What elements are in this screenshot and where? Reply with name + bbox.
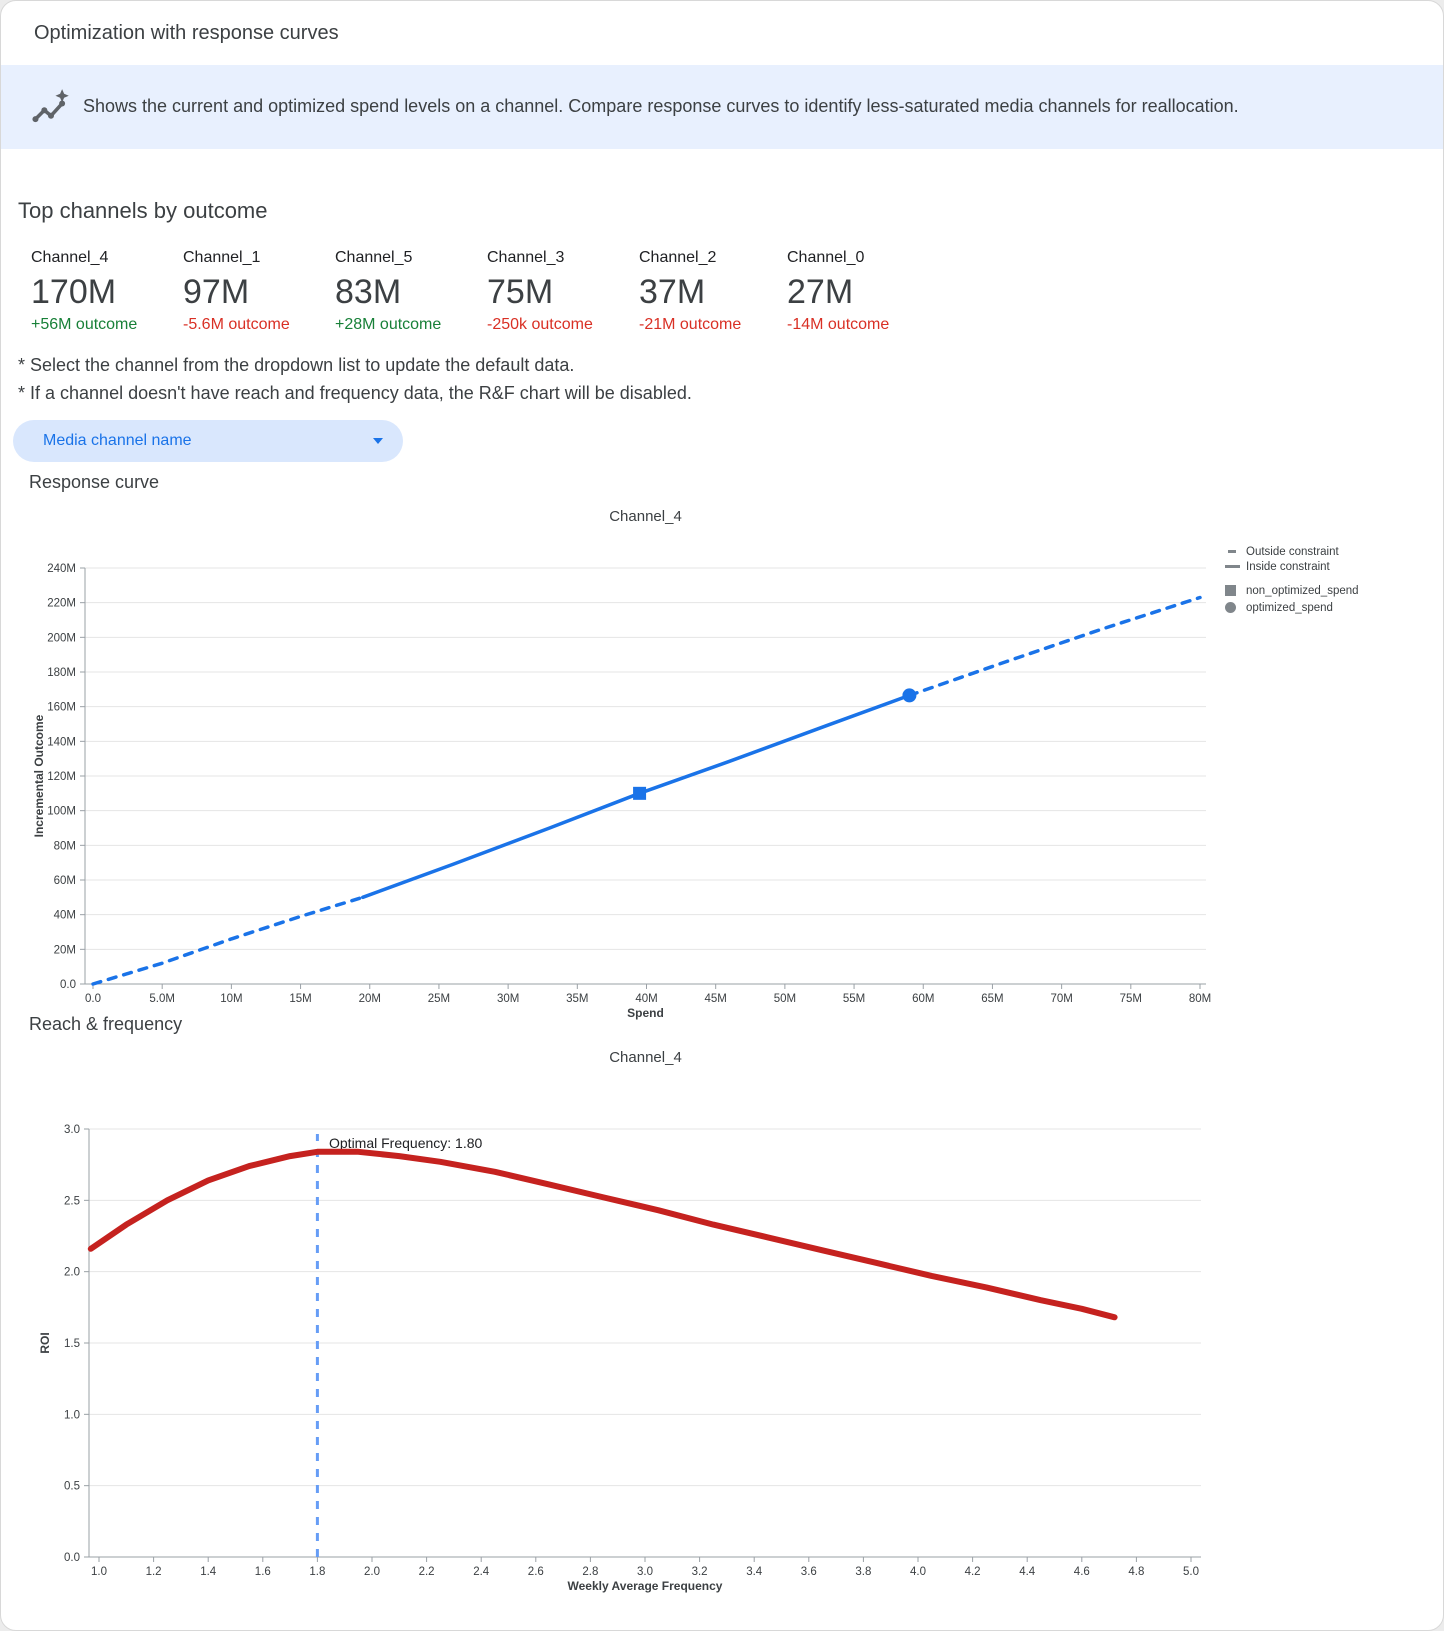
y-tick-label: 1.0 <box>64 1409 80 1422</box>
channel-card <box>31 249 181 334</box>
y-tick-label: 0.5 <box>64 1480 80 1493</box>
series-solid-line <box>91 1152 1115 1318</box>
channel-outcome: +28M outcome <box>335 316 442 333</box>
legend-item <box>1225 559 1359 574</box>
x-tick-label: 80M <box>1188 993 1212 1005</box>
legend-label: non_optimized_spend <box>1246 584 1359 597</box>
x-tick-label: 10M <box>220 993 243 1005</box>
y-tick-label: 1.5 <box>64 1338 80 1350</box>
x-tick-label: 5.0 <box>1183 1566 1199 1578</box>
channel-outcome: -250k outcome <box>487 316 593 333</box>
legend-item <box>1225 544 1359 559</box>
x-tick-label: 35M <box>566 993 589 1005</box>
x-tick-label: 55M <box>842 993 866 1005</box>
info-banner-text: Shows the current and optimized spend levels on a channel. Compare response curves to identify less-saturated media channels for reallocation. <box>83 96 1239 116</box>
legend-label: Inside constraint <box>1246 560 1330 573</box>
x-tick-label: 4.0 <box>910 1566 926 1578</box>
channel-value: 83M <box>335 273 402 311</box>
legend-square-icon <box>1225 585 1246 596</box>
channel-name: Channel_1 <box>183 249 261 266</box>
x-tick-label: 4.6 <box>1073 1566 1090 1578</box>
channel-outcome: -14M outcome <box>787 316 890 333</box>
x-tick-label: 25M <box>427 993 451 1005</box>
x-tick-label: 40M <box>635 993 658 1005</box>
legend-item <box>1225 600 1359 615</box>
legend-label: optimized_spend <box>1246 601 1333 614</box>
x-tick-label: 4.4 <box>1019 1566 1036 1578</box>
dropdown-caret-icon <box>373 438 383 444</box>
optimal-frequency-annotation: Optimal Frequency: 1.80 <box>329 1135 483 1151</box>
y-tick-label: 0.0 <box>60 979 76 991</box>
y-tick-label: 200M <box>47 632 76 645</box>
x-tick-label: 5.0M <box>149 993 175 1005</box>
channel-value: 75M <box>487 273 554 311</box>
channel-outcome: -5.6M outcome <box>183 316 290 333</box>
x-tick-label: 15M <box>289 993 312 1005</box>
non-optimized-spend-marker <box>633 787 646 800</box>
x-tick-label: 3.8 <box>855 1566 872 1578</box>
reach-frequency-heading: Reach & frequency <box>29 1014 183 1034</box>
x-tick-label: 2.0 <box>364 1566 380 1578</box>
note-line-2: * If a channel doesn't have reach and frequency data, the R&F chart will be disabled. <box>18 383 692 403</box>
x-tick-label: 0.0 <box>85 993 101 1005</box>
insights-icon <box>31 88 71 128</box>
channel-name: Channel_3 <box>487 249 565 266</box>
channel-card <box>639 249 789 334</box>
media-channel-dropdown[interactable] <box>13 420 403 462</box>
channel-name: Channel_0 <box>787 249 865 266</box>
y-tick-label: 240M <box>47 563 76 575</box>
response-x-axis-label: Spend <box>627 1006 664 1020</box>
x-tick-label: 3.4 <box>746 1566 763 1578</box>
y-tick-label: 2.5 <box>64 1195 80 1208</box>
channel-value: 27M <box>787 273 854 311</box>
x-tick-label: 4.2 <box>964 1566 981 1578</box>
y-tick-label: 60M <box>53 875 76 887</box>
channel-value: 37M <box>639 273 706 311</box>
optimized-spend-marker <box>902 688 916 702</box>
channel-value: 170M <box>31 273 117 311</box>
series-dashed-line <box>909 598 1200 696</box>
x-tick-label: 2.8 <box>582 1566 599 1578</box>
rf-x-axis-label: Weekly Average Frequency <box>567 1579 723 1593</box>
y-tick-label: 80M <box>53 840 76 853</box>
note-line-1: * Select the channel from the dropdown list to update the default data. <box>18 355 575 375</box>
x-tick-label: 1.4 <box>200 1566 217 1578</box>
media-channel-dropdown-label: Media channel name <box>43 432 192 449</box>
y-tick-label: 140M <box>47 736 76 749</box>
rf-y-axis-label: ROI <box>38 1332 52 1354</box>
rf-chart-title: Channel_4 <box>609 1049 682 1066</box>
channel-card <box>787 249 937 334</box>
x-tick-label: 2.4 <box>473 1566 490 1578</box>
x-tick-label: 70M <box>1050 993 1073 1005</box>
channel-name: Channel_2 <box>639 249 717 266</box>
x-tick-label: 65M <box>981 993 1004 1005</box>
y-tick-label: 180M <box>47 667 76 679</box>
channel-outcome: +56M outcome <box>31 316 138 333</box>
x-tick-label: 75M <box>1119 993 1142 1005</box>
legend-label: Outside constraint <box>1246 545 1339 558</box>
x-tick-label: 3.2 <box>691 1566 708 1578</box>
channel-card <box>183 249 333 334</box>
x-tick-label: 30M <box>496 993 520 1005</box>
channel-name: Channel_4 <box>31 249 109 266</box>
y-tick-label: 160M <box>47 701 76 714</box>
channel-outcome: -21M outcome <box>639 316 742 333</box>
x-tick-label: 50M <box>773 993 797 1005</box>
legend-dash-long-icon <box>1225 565 1246 568</box>
legend-dash-short-icon <box>1225 550 1246 553</box>
channel-value: 97M <box>183 273 250 311</box>
x-tick-label: 45M <box>704 993 727 1005</box>
y-tick-label: 0.0 <box>64 1552 80 1564</box>
info-banner <box>1 65 1443 149</box>
y-tick-label: 120M <box>47 771 76 783</box>
y-tick-label: 3.0 <box>64 1124 80 1136</box>
response-y-axis-label: Incremental Outcome <box>32 714 46 838</box>
x-tick-label: 3.6 <box>800 1566 817 1578</box>
x-tick-label: 2.2 <box>418 1566 435 1578</box>
x-tick-label: 3.0 <box>637 1566 653 1578</box>
x-tick-label: 1.2 <box>145 1566 162 1578</box>
y-tick-label: 40M <box>53 909 76 922</box>
series-dashed-line <box>93 897 363 984</box>
channel-name: Channel_5 <box>335 249 413 266</box>
x-tick-label: 1.8 <box>309 1566 326 1578</box>
response-chart-title: Channel_4 <box>609 508 682 525</box>
response-curve-heading: Response curve <box>29 472 160 492</box>
x-tick-label: 20M <box>358 993 381 1005</box>
x-tick-label: 1.6 <box>254 1566 271 1578</box>
y-tick-label: 20M <box>53 944 76 957</box>
x-tick-label: 2.6 <box>527 1566 544 1578</box>
reach-frequency-chart <box>1 1076 1444 1631</box>
y-tick-label: 100M <box>47 805 76 818</box>
x-tick-label: 4.8 <box>1128 1566 1145 1578</box>
top-channels-heading: Top channels by outcome <box>18 198 268 223</box>
y-tick-label: 220M <box>47 597 76 610</box>
x-tick-label: 60M <box>912 993 935 1005</box>
y-tick-label: 2.0 <box>64 1266 80 1279</box>
page-title: Optimization with response curves <box>34 22 339 44</box>
legend-item <box>1225 581 1359 600</box>
channel-card <box>335 249 485 334</box>
channel-card <box>487 249 637 334</box>
legend-circle-icon <box>1225 602 1246 613</box>
x-tick-label: 1.0 <box>91 1566 107 1578</box>
response-chart-legend <box>1225 544 1359 615</box>
